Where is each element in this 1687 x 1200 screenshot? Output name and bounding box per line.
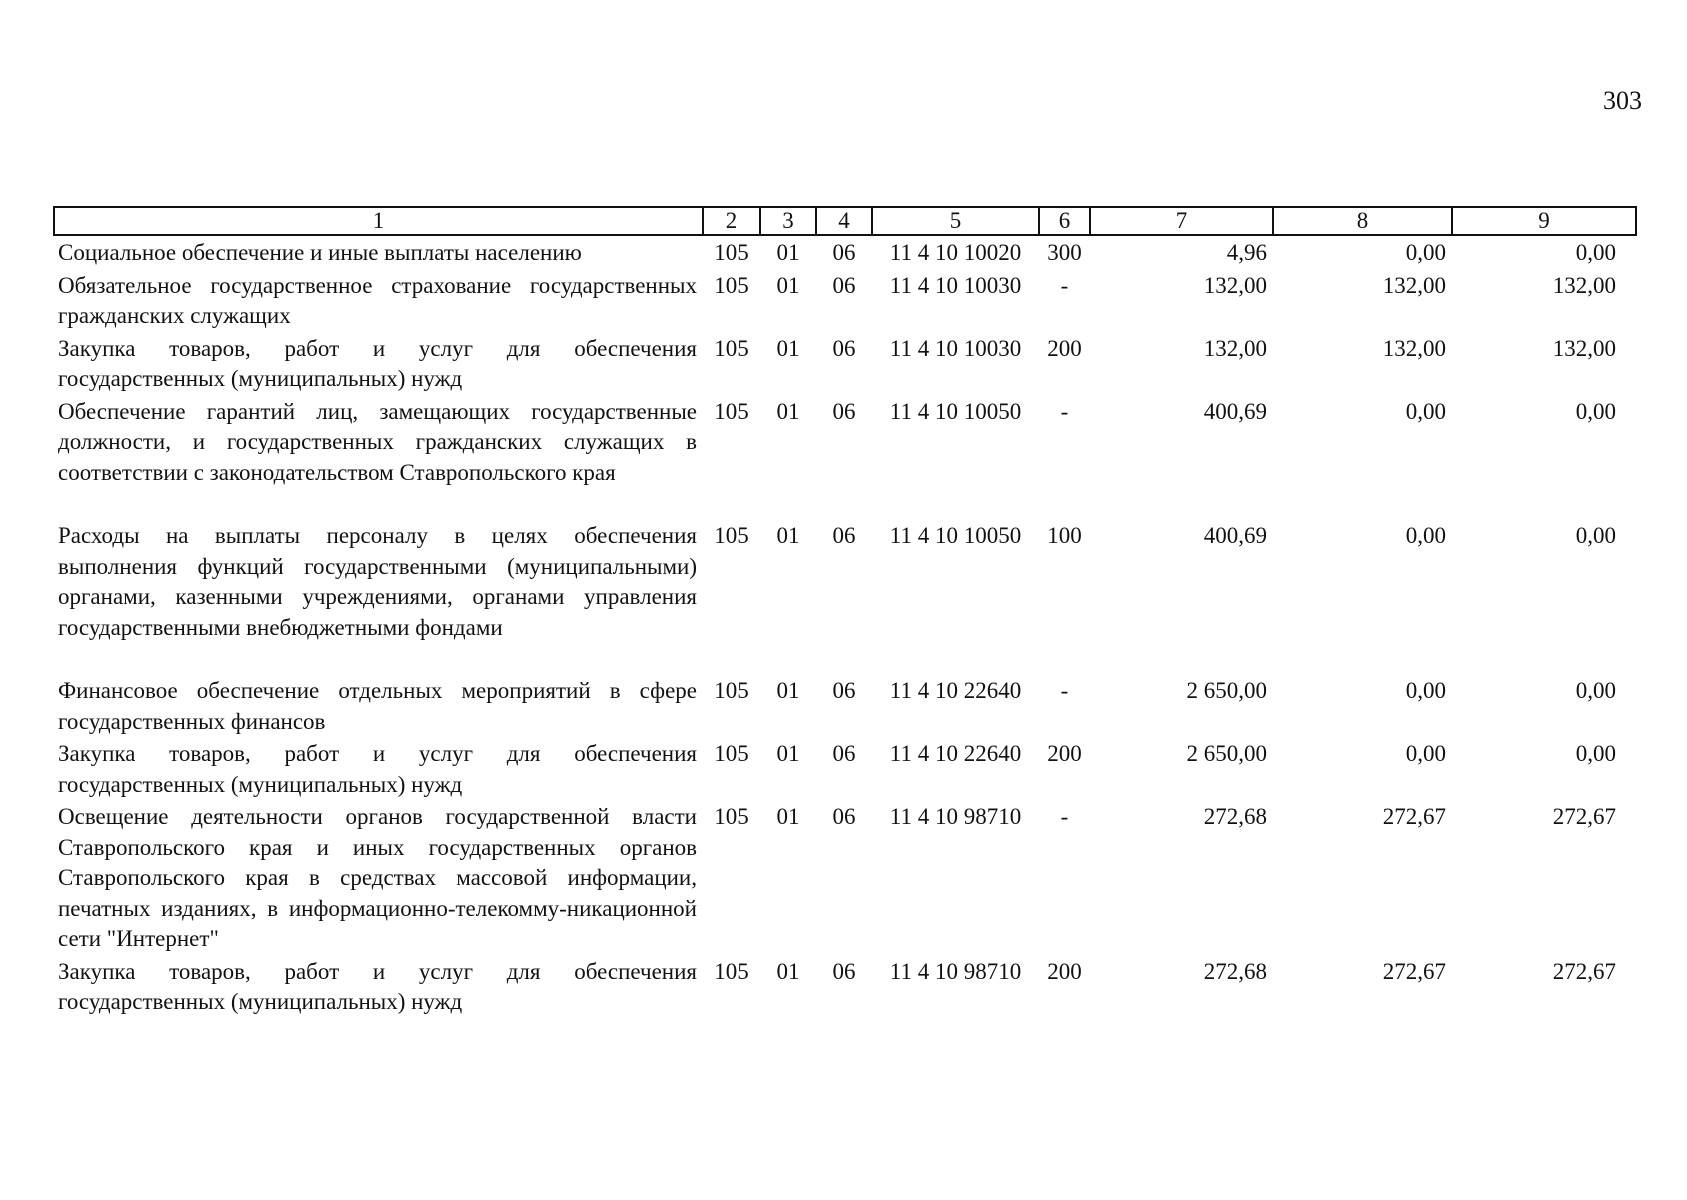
header-col-1: 1 <box>54 207 703 235</box>
row-col-5: 11 4 10 10030 <box>889 335 1022 361</box>
row-col-7: 2 650,00 <box>1186 678 1267 703</box>
row-col-8: 0,00 <box>1405 240 1446 265</box>
row-col-6: - <box>1060 398 1069 424</box>
row-col-2: 105 <box>714 523 749 548</box>
row-col-4: 06 <box>832 804 856 829</box>
row-col-9: 132,00 <box>1552 272 1616 298</box>
row-col-9: 0,00 <box>1575 240 1616 265</box>
row-col-7: 2 650,00 <box>1186 741 1267 766</box>
row-name: Обязательное государственное страхование государственных гражданских служащих <box>58 272 697 328</box>
row-col-9: 0,00 <box>1575 523 1616 548</box>
row-col-3: 01 <box>776 272 800 298</box>
row-col-9: 272,67 <box>1552 958 1616 984</box>
header-col-9: 9 <box>1452 207 1636 235</box>
row-col-2: 105 <box>714 678 749 703</box>
row-col-6: 300 <box>1047 240 1082 265</box>
row-col-4: 06 <box>832 398 856 424</box>
row-col-3: 01 <box>776 741 800 766</box>
row-name: Освещение деятельности органов государственной власти Ставропольского края и иных государственных органов Ставропольского края в средствах массовой информации, печатных изданиях, в информационно-телекомму-никационной сети "Интернет" <box>58 804 697 951</box>
row-col-8: 132,00 <box>1382 335 1446 361</box>
row-col-8: 272,67 <box>1382 804 1446 829</box>
row-col-4: 06 <box>832 272 856 298</box>
row-col-5: 11 4 10 22640 <box>889 741 1022 766</box>
table-row <box>54 674 1636 737</box>
page-number: 303 <box>1603 86 1642 115</box>
row-col-3: 01 <box>776 240 800 265</box>
row-col-5: 11 4 10 10030 <box>889 272 1022 298</box>
row-col-3: 01 <box>776 804 800 829</box>
row-col-5: 11 4 10 10050 <box>889 398 1022 424</box>
row-col-4: 06 <box>832 240 856 265</box>
row-name: Закупка товаров, работ и услуг для обеспечения государственных (муниципальных) нужд <box>58 335 697 391</box>
table-row <box>54 235 1636 269</box>
row-col-4: 06 <box>832 523 856 548</box>
row-name: Социальное обеспечение и иные выплаты населению <box>58 240 582 265</box>
row-col-4: 06 <box>832 335 856 361</box>
row-col-9: 272,67 <box>1552 804 1616 829</box>
header-col-2: 2 <box>703 207 760 235</box>
row-col-2: 105 <box>714 958 749 984</box>
row-col-6: 100 <box>1047 523 1082 548</box>
row-col-7: 132,00 <box>1203 335 1267 361</box>
row-col-9: 132,00 <box>1552 335 1616 361</box>
table-row <box>54 395 1636 520</box>
row-col-2: 105 <box>714 240 749 265</box>
row-col-5: 11 4 10 22640 <box>889 678 1022 703</box>
row-col-4: 06 <box>832 958 856 984</box>
header-col-3: 3 <box>760 207 816 235</box>
row-col-2: 105 <box>714 741 749 766</box>
row-col-2: 105 <box>714 398 749 424</box>
row-col-6: 200 <box>1047 335 1082 361</box>
row-name: Закупка товаров, работ и услуг для обеспечения государственных (муниципальных) нужд <box>58 741 697 797</box>
table-row <box>54 955 1636 1018</box>
header-col-7: 7 <box>1090 207 1273 235</box>
budget-table <box>53 206 1637 1018</box>
row-name: Закупка товаров, работ и услуг для обеспечения государственных (муниципальных) нужд <box>58 958 697 1014</box>
row-col-8: 0,00 <box>1405 398 1446 424</box>
row-col-9: 0,00 <box>1575 741 1616 766</box>
row-col-7: 272,68 <box>1203 958 1267 984</box>
row-col-5: 11 4 10 10050 <box>889 523 1022 548</box>
row-col-7: 272,68 <box>1203 804 1267 829</box>
row-col-2: 105 <box>714 335 749 361</box>
row-col-6: - <box>1060 678 1069 703</box>
row-col-7: 132,00 <box>1203 272 1267 298</box>
row-col-2: 105 <box>714 804 749 829</box>
header-col-5: 5 <box>872 207 1039 235</box>
row-col-3: 01 <box>776 678 800 703</box>
row-name: Финансовое обеспечение отдельных мероприятий в сфере государственных финансов <box>58 678 697 734</box>
header-col-6: 6 <box>1039 207 1090 235</box>
row-col-7: 400,69 <box>1203 398 1267 424</box>
table-header-row <box>54 207 1636 235</box>
row-col-9: 0,00 <box>1575 678 1616 703</box>
row-col-5: 11 4 10 98710 <box>889 804 1022 829</box>
row-col-4: 06 <box>832 678 856 703</box>
row-col-7: 400,69 <box>1203 523 1267 548</box>
row-col-3: 01 <box>776 523 800 548</box>
row-col-8: 0,00 <box>1405 678 1446 703</box>
row-col-3: 01 <box>776 398 800 424</box>
header-col-8: 8 <box>1273 207 1452 235</box>
row-col-8: 0,00 <box>1405 741 1446 766</box>
row-col-7: 4,96 <box>1226 240 1267 265</box>
row-col-6: - <box>1060 804 1069 829</box>
row-col-3: 01 <box>776 958 800 984</box>
row-col-9: 0,00 <box>1575 398 1616 424</box>
row-col-6: 200 <box>1047 958 1082 984</box>
header-col-4: 4 <box>816 207 872 235</box>
table-row <box>54 269 1636 332</box>
table-row <box>54 519 1636 674</box>
row-col-5: 11 4 10 98710 <box>889 958 1022 984</box>
row-col-5: 11 4 10 10020 <box>889 240 1022 265</box>
table-row <box>54 332 1636 395</box>
row-col-3: 01 <box>776 335 800 361</box>
row-col-8: 0,00 <box>1405 523 1446 548</box>
row-col-4: 06 <box>832 741 856 766</box>
row-col-8: 272,67 <box>1382 958 1446 984</box>
row-col-8: 132,00 <box>1382 272 1446 298</box>
row-name: Обеспечение гарантий лиц, замещающих государственные должности, и государственных гражданских служащих в соответствии с законодательством Ставропольского края <box>58 398 697 485</box>
row-name: Расходы на выплаты персоналу в целях обеспечения выполнения функций государственными (муниципальными) органами, казенными учреждениями, органами управления государственными внебюджетными фондами <box>58 523 697 640</box>
row-col-6: - <box>1060 272 1069 298</box>
budget-table-container <box>53 206 1635 1018</box>
row-col-2: 105 <box>714 272 749 298</box>
table-row <box>54 737 1636 800</box>
table-row <box>54 800 1636 955</box>
row-col-6: 200 <box>1047 741 1082 766</box>
